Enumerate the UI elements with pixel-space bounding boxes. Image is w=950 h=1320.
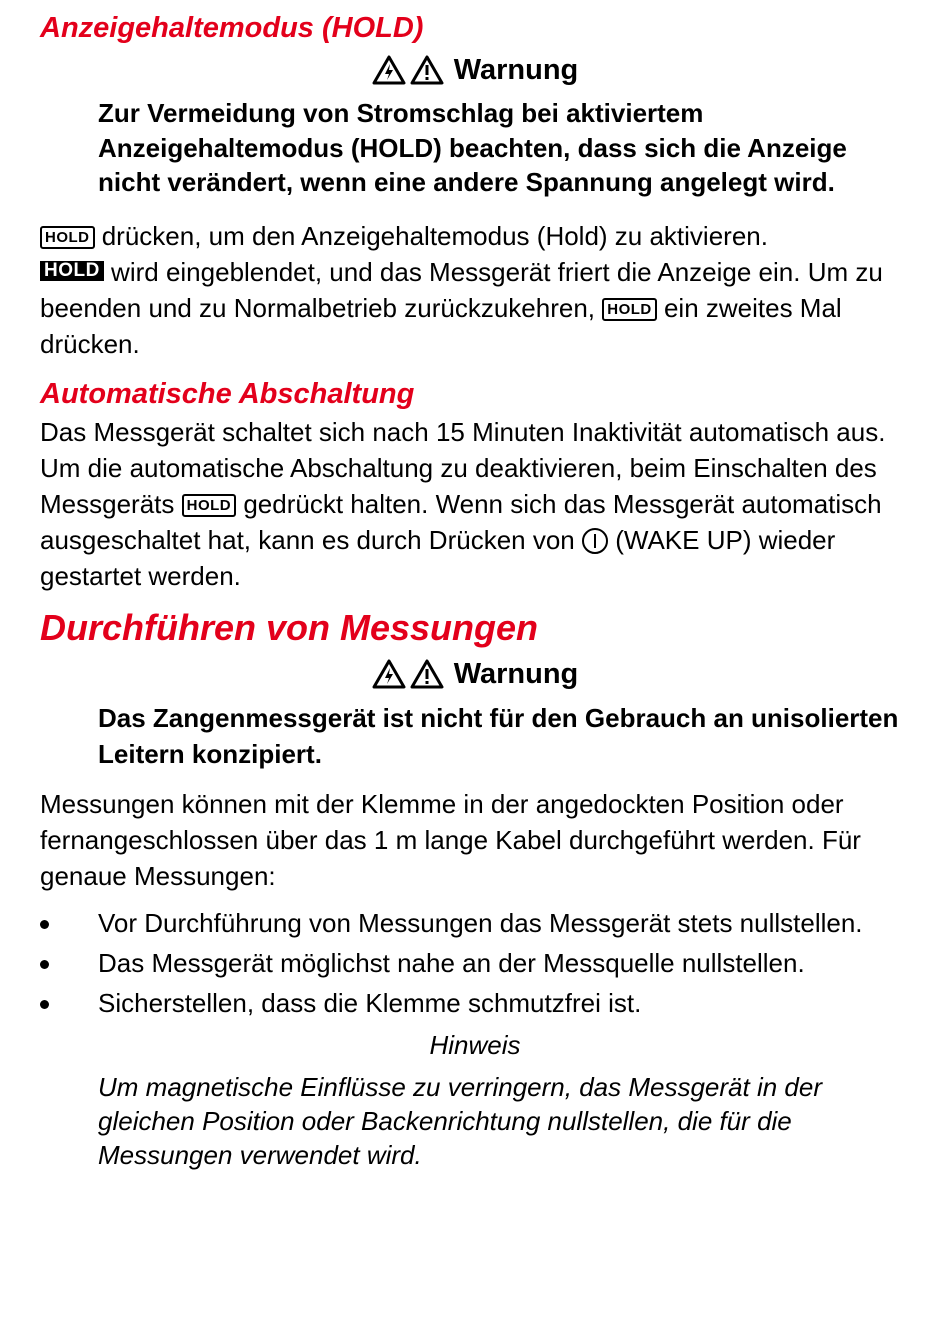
section-heading-hold: Anzeigehaltemodus (HOLD) xyxy=(40,12,424,44)
warning-title xyxy=(40,52,910,88)
hold-display-indicator: HOLD xyxy=(40,261,104,281)
warning-title-text: Warnung xyxy=(453,657,579,690)
measure-tips-list xyxy=(40,908,910,1018)
hold-paragraph: HOLD drücken, um den Anzeigehaltemodus (Hold) zu aktivieren. HOLD wird eingeblendet, und das Messgerät friert die Anzeige ein. Um zu beenden und zu Normalbetrieb zurückzukehren, HOLD ein zweites Mal drücken. xyxy=(40,220,883,359)
warning-text: Das Zangenmessgerät ist nicht für den Gebrauch an unisolierten Leitern konzipiert. xyxy=(98,702,899,769)
bullet-icon xyxy=(40,1000,49,1009)
hold-key-icon: HOLD xyxy=(182,494,237,517)
power-button-icon xyxy=(582,528,608,554)
warning-text: Zur Vermeidung von Stromschlag bei aktiviertem Anzeigehaltemodus (HOLD) beachten, dass sich die Anzeige nicht verändert, wenn eine andere Spannung angelegt wird. xyxy=(98,98,847,197)
section-heading-auto-off: Automatische Abschaltung xyxy=(40,377,415,410)
bullet-icon xyxy=(40,960,49,969)
measure-intro-paragraph: Messungen können mit der Klemme in der angedockten Position oder fernangeschlossen über das 1 m lange Kabel durchgeführt werden. Für genaue Messungen: xyxy=(40,788,861,891)
warning-title xyxy=(40,656,910,692)
hold-key-icon: HOLD xyxy=(602,298,657,321)
list-item: Sicherstellen, dass die Klemme schmutzfrei ist. xyxy=(40,988,910,1018)
auto-off-paragraph: Das Messgerät schaltet sich nach 15 Minuten Inaktivität automatisch aus. Um die automatische Abschaltung zu deaktivieren, beim Einschalten des Messgeräts HOLD gedrückt halten. Wenn sich das Messgerät automatisch ausgeschaltet hat, kann es durch Drücken von (WAKE UP) wieder gestartet werden. xyxy=(40,416,886,591)
note-title: Hinweis xyxy=(429,1029,521,1060)
caution-warning-icon xyxy=(410,659,444,689)
section-heading-measure: Durchführen von Messungen xyxy=(40,606,539,648)
list-item: Das Messgerät möglichst nahe an der Messquelle nullstellen. xyxy=(40,948,910,978)
note-text: Um magnetische Einflüsse zu verringern, das Messgerät in der gleichen Position oder Backenrichtung nullstellen, die für die Messungen verwendet wird. xyxy=(98,1071,822,1170)
caution-warning-icon xyxy=(410,55,444,85)
hold-key-icon: HOLD xyxy=(40,226,95,249)
electric-shock-warning-icon xyxy=(372,659,406,689)
warning-icons xyxy=(372,659,444,689)
electric-shock-warning-icon xyxy=(372,55,406,85)
list-item: Vor Durchführung von Messungen das Messgerät stets nullstellen. xyxy=(40,908,910,938)
bullet-icon xyxy=(40,920,49,929)
warning-icons xyxy=(372,55,444,85)
document-page xyxy=(40,10,910,1172)
warning-title-text: Warnung xyxy=(453,54,579,86)
